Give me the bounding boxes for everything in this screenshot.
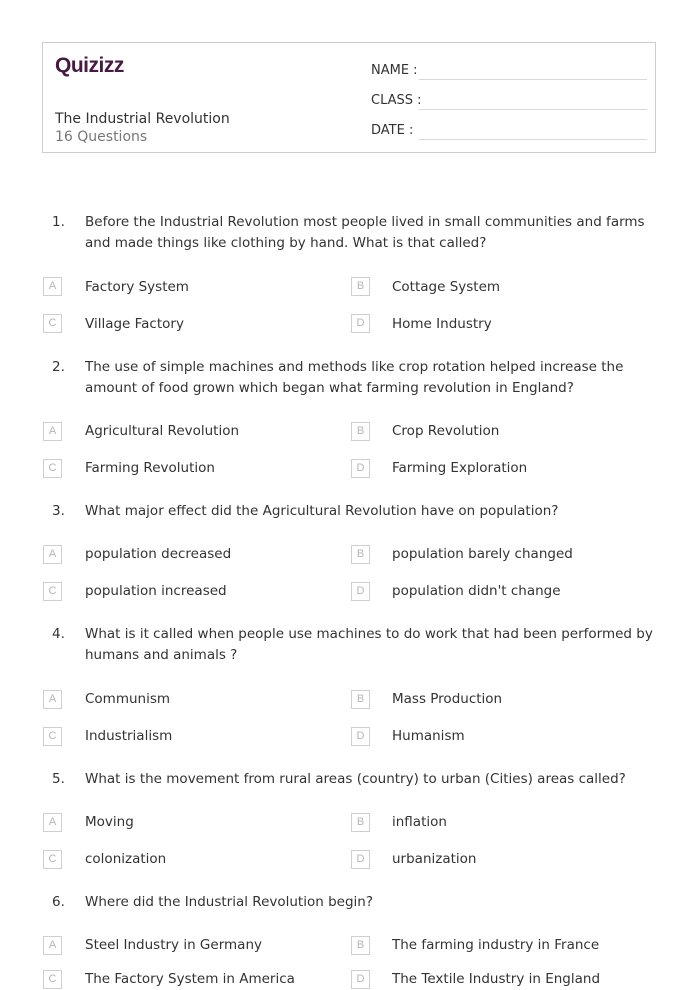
option-badge[interactable]: C (43, 314, 62, 333)
option-text[interactable]: Farming Revolution (85, 460, 215, 476)
option-badge[interactable]: C (43, 459, 62, 478)
option-text[interactable]: Village Factory (85, 316, 184, 332)
question-number: 2. (52, 359, 65, 375)
question-text: The use of simple machines and methods like crop rotation helped increase the amount of food grown which began what farming revolution in England? (85, 359, 624, 396)
worksheet-title: The Industrial Revolution (55, 111, 230, 127)
option-text[interactable]: The Textile Industry in England (392, 971, 601, 987)
option-text[interactable]: Industrialism (85, 728, 173, 744)
option-text[interactable]: Communism (85, 691, 171, 707)
question-text: Where did the Industrial Revolution begin? (85, 894, 373, 910)
option-badge[interactable]: D (351, 314, 370, 333)
option-text[interactable]: Mass Production (392, 691, 503, 707)
option-badge[interactable]: A (43, 936, 62, 955)
option-text[interactable]: Steel Industry in Germany (85, 937, 262, 953)
option-badge[interactable]: C (43, 582, 62, 601)
question-text: What is it called when people use machines to do work that had been performed by humans and animals ? (85, 626, 653, 663)
option-badge[interactable]: A (43, 422, 62, 441)
option-badge[interactable]: D (351, 582, 370, 601)
option-text[interactable]: Cottage System (392, 279, 501, 295)
question-count: 16 Questions (55, 129, 148, 145)
question-number: 4. (52, 626, 65, 642)
option-text[interactable]: inflation (392, 814, 447, 830)
option-badge[interactable]: D (351, 970, 370, 989)
option-text[interactable]: Home Industry (392, 316, 492, 332)
option-text[interactable]: Agricultural Revolution (85, 423, 240, 439)
option-badge[interactable]: B (351, 277, 370, 296)
name-line (419, 79, 647, 80)
date-line (419, 139, 647, 140)
option-text[interactable]: urbanization (392, 851, 477, 867)
worksheet-header (42, 42, 656, 153)
option-badge[interactable]: D (351, 850, 370, 869)
option-badge[interactable]: A (43, 690, 62, 709)
option-text[interactable]: population barely changed (392, 546, 573, 562)
question-number: 5. (52, 771, 65, 787)
date-field[interactable] (371, 118, 647, 140)
question-text: What major effect did the Agricultural Revolution have on population? (85, 503, 559, 519)
option-badge[interactable]: C (43, 727, 62, 746)
option-badge[interactable]: B (351, 545, 370, 564)
option-text[interactable]: Moving (85, 814, 134, 830)
option-badge[interactable]: D (351, 459, 370, 478)
option-badge[interactable]: C (43, 970, 62, 989)
option-badge[interactable]: B (351, 690, 370, 709)
class-field[interactable] (371, 88, 647, 110)
question-text: What is the movement from rural areas (country) to urban (Cities) areas called? (85, 771, 626, 787)
option-text[interactable]: Farming Exploration (392, 460, 528, 476)
name-label: NAME : (371, 63, 418, 78)
option-badge[interactable]: A (43, 277, 62, 296)
option-badge[interactable]: C (43, 850, 62, 869)
question-number: 3. (52, 503, 65, 519)
option-text[interactable]: population didn't change (392, 583, 561, 599)
option-text[interactable]: The farming industry in France (392, 937, 600, 953)
option-badge[interactable]: B (351, 936, 370, 955)
option-text[interactable]: colonization (85, 851, 167, 867)
option-text[interactable]: population decreased (85, 546, 232, 562)
name-field[interactable] (371, 58, 647, 80)
option-badge[interactable]: A (43, 545, 62, 564)
class-label: CLASS : (371, 93, 422, 108)
class-line (419, 109, 647, 110)
option-badge[interactable]: B (351, 813, 370, 832)
quizizz-logo: Quizizz (55, 54, 124, 77)
option-text[interactable]: Factory System (85, 279, 189, 295)
date-label: DATE : (371, 123, 414, 138)
option-text[interactable]: Crop Revolution (392, 423, 500, 439)
option-text[interactable]: population increased (85, 583, 227, 599)
option-badge[interactable]: D (351, 727, 370, 746)
option-badge[interactable]: A (43, 813, 62, 832)
option-text[interactable]: The Factory System in America (85, 971, 295, 987)
question-text: Before the Industrial Revolution most people lived in small communities and farms and made things like clothing by hand. What is that called? (85, 214, 645, 251)
question-number: 1. (52, 214, 65, 230)
option-text[interactable]: Humanism (392, 728, 465, 744)
question-number: 6. (52, 894, 65, 910)
option-badge[interactable]: B (351, 422, 370, 441)
